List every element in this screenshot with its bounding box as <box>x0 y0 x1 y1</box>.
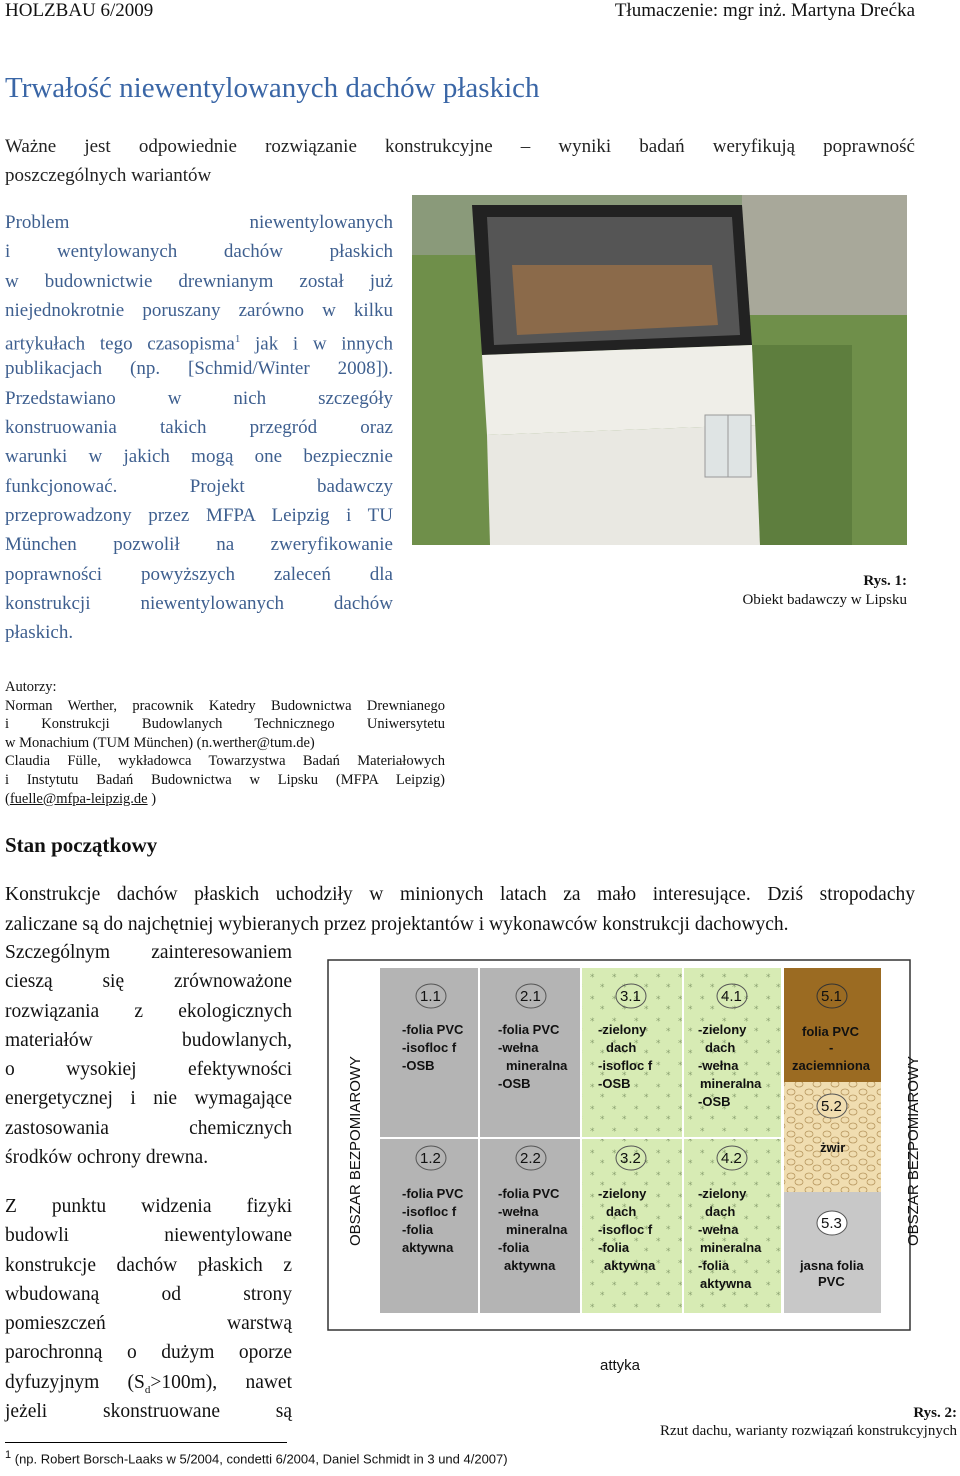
svg-text:-zielony: -zielony <box>598 1186 647 1201</box>
svg-text:mineralna: mineralna <box>506 1058 568 1073</box>
authors-block <box>5 678 445 808</box>
figure1-caption <box>742 572 907 610</box>
svg-text:-: - <box>829 1040 834 1055</box>
svg-text:-OSB: -OSB <box>498 1076 531 1091</box>
svg-text:-folia PVC: -folia PVC <box>498 1022 560 1037</box>
svg-text:-folia: -folia <box>598 1240 630 1255</box>
lead-paragraph <box>5 132 915 190</box>
paragraph-line: pomieszczeń warstwą <box>5 1313 292 1335</box>
svg-text:2.1: 2.1 <box>520 988 541 1005</box>
intro-line: München pozwolił na zweryfikowanie <box>5 534 393 556</box>
svg-text:-isofloc f: -isofloc f <box>402 1040 457 1055</box>
figure1-label: Rys. 1: <box>863 573 907 589</box>
svg-text:-OSB: -OSB <box>598 1076 631 1091</box>
author-line: i Konstrukcji Budowlanych Technicznego Uniwersytetu <box>5 716 445 733</box>
svg-text:-zielony: -zielony <box>598 1022 647 1037</box>
intro-line-tail: jak i w innych <box>240 333 393 355</box>
intro-line: Problem niewentylowanych <box>5 212 393 233</box>
paragraph-line: środków ochrony drewna. <box>5 1147 209 1169</box>
author-line: Norman Werther, pracownik Katedry Budownictwa Drewnianego <box>5 697 445 714</box>
paragraph-line: zastosowania chemicznych <box>5 1117 292 1139</box>
building-photo-drawing <box>412 195 907 545</box>
svg-text:dach: dach <box>705 1204 736 1219</box>
svg-text:1.1: 1.1 <box>420 988 441 1005</box>
svg-text:dach: dach <box>606 1204 637 1219</box>
intro-line: poprawności powyższych zaleceń dla <box>5 563 393 585</box>
page-title: Trwałość niewentylowanych dachów płaskich <box>5 72 540 104</box>
footnote-mark: 1 <box>5 1449 12 1461</box>
intro-line: w budownictwie drewnianym został już <box>5 270 393 292</box>
intro-line: artykułach tego czasopisma <box>5 333 235 355</box>
svg-text:-wełna: -wełna <box>498 1040 539 1055</box>
svg-text:4.2: 4.2 <box>721 1150 742 1167</box>
svg-text:5.2: 5.2 <box>821 1098 842 1115</box>
footnote-rule <box>5 1442 287 1443</box>
paragraph-line: budowli niewentylowane <box>5 1225 292 1247</box>
subscript-d: d <box>144 1383 151 1396</box>
svg-text:5.3: 5.3 <box>821 1215 842 1232</box>
svg-text:-zielony: -zielony <box>698 1022 747 1037</box>
intro-line: konstruowania takich przegród oraz <box>5 417 393 439</box>
svg-text:folia PVC: folia PVC <box>802 1024 860 1039</box>
svg-text:dach: dach <box>606 1040 637 1055</box>
svg-text:-wełna: -wełna <box>498 1204 539 1219</box>
intro-paragraph <box>5 208 393 647</box>
svg-text:mineralna: mineralna <box>700 1240 762 1255</box>
paragraph-line: wbudowaną od strony <box>5 1283 292 1305</box>
paragraph-line: rozwiązania z ekologicznych <box>5 1000 292 1022</box>
authors-heading: Autorzy: <box>5 679 57 695</box>
intro-line: niejednokrotnie poruszany zarówno w kilku <box>5 299 393 321</box>
svg-text:3.2: 3.2 <box>620 1150 641 1167</box>
svg-text:zaciemniona: zaciemniona <box>792 1058 871 1073</box>
svg-text:mineralna: mineralna <box>506 1222 568 1237</box>
svg-text:-folia: -folia <box>698 1258 730 1273</box>
paragraph-line: o wysokiej efektywności <box>5 1059 292 1081</box>
paragraph-line: materiałów budowlanych, <box>5 1029 292 1051</box>
paragraph-line: jeżeli skonstruowane są <box>5 1401 292 1423</box>
svg-text:4.1: 4.1 <box>721 988 742 1005</box>
building-photo <box>412 195 907 545</box>
svg-text:aktywna: aktywna <box>700 1276 752 1291</box>
svg-text:3.1: 3.1 <box>620 988 641 1005</box>
svg-text:2.2: 2.2 <box>520 1150 541 1167</box>
figure1-text: Obiekt badawczy w Lipsku <box>742 592 907 608</box>
svg-text:-isofloc f: -isofloc f <box>598 1222 653 1237</box>
svg-text:-zielony: -zielony <box>698 1186 747 1201</box>
footnote-ref: 1 <box>234 333 241 346</box>
intro-line: funkcjonować. Projekt badawczy <box>5 475 393 497</box>
author-line: Claudia Fülle, wykładowca Towarzystwa Badań Materiałowych <box>5 753 445 770</box>
svg-text:jasna folia: jasna folia <box>800 1258 864 1273</box>
svg-text:1.2: 1.2 <box>420 1150 441 1167</box>
svg-text:-folia: -folia <box>402 1222 434 1237</box>
author-line: w Monachium (TUM München) (n.werther@tum.de) <box>5 734 315 751</box>
lead-line: Ważne jest odpowiednie rozwiązanie konstrukcyjne – wyniki badań weryfikują poprawność <box>5 136 915 157</box>
paragraph-line-tail: >100m), nawet <box>150 1371 293 1393</box>
svg-text:aktywna: aktywna <box>504 1258 556 1273</box>
svg-text:-isofloc f: -isofloc f <box>598 1058 653 1073</box>
roof-plan-svg <box>300 948 955 1388</box>
intro-line: Przedstawiano w nich szczegóły <box>5 387 393 409</box>
paragraph-line: energetycznej i nie wymagające <box>5 1088 292 1110</box>
svg-text:-folia PVC: -folia PVC <box>498 1186 560 1201</box>
svg-text:aktywna: aktywna <box>604 1258 656 1273</box>
figure2-label: Rys. 2: <box>913 1405 957 1421</box>
section-heading: Stan początkowy <box>5 833 158 857</box>
svg-text:PVC: PVC <box>818 1274 845 1289</box>
svg-text:-wełna: -wełna <box>698 1222 739 1237</box>
side-label-right: OBSZAR BEZPOMIAROWY <box>905 1055 922 1246</box>
svg-text:żwir: żwir <box>820 1140 846 1155</box>
svg-text:-OSB: -OSB <box>402 1058 435 1073</box>
intro-line-with-footnote <box>5 325 393 354</box>
svg-text:dach: dach <box>705 1040 736 1055</box>
author-email-link[interactable]: fuelle@mfpa-leipzig.de <box>9 790 148 807</box>
field-column-1 <box>380 968 478 1313</box>
intro-line: publikacjach (np. [Schmid/Winter 2008]). <box>5 358 393 380</box>
intro-line: konstrukcji niewentylowanych dachów <box>5 592 393 614</box>
figure2-text: Rzut dachu, warianty rozwiązań konstrukcyjnych <box>660 1423 957 1439</box>
side-label-left: OBSZAR BEZPOMIAROWY <box>347 1055 364 1246</box>
paragraph-line: dyfuzyjnym (S <box>5 1371 145 1393</box>
paragraph-line: parochronną o dużym oporze <box>5 1342 292 1364</box>
paragraph-line: zaliczane są do najchętniej wybieranych przez projektantów i wykonawców konstrukcji dachowych. <box>5 914 789 935</box>
intro-line: warunki w jakich mogą one bezpiecznie <box>5 446 393 468</box>
svg-text:-folia PVC: -folia PVC <box>402 1022 464 1037</box>
footnote-text: (np. Robert Borsch-Laaks w 5/2004, condetti 6/2004, Daniel Schmidt in 3 und 4/2007) <box>11 1451 508 1467</box>
author-line: i Instytutu Badań Budownictwa w Lipsku (MFPA Leipzig) <box>5 771 445 788</box>
author-email-line: (fuelle@mfpa-leipzig.de ) <box>5 790 157 807</box>
field-5-3-bg <box>784 1192 881 1313</box>
paragraph-2 <box>5 938 292 1172</box>
attyka-label: attyka <box>600 1357 641 1374</box>
paragraph-line: Z punktu widzenia fizyki <box>5 1196 292 1217</box>
svg-text:-folia: -folia <box>498 1240 530 1255</box>
paragraph-line-with-subscript <box>5 1368 292 1397</box>
intro-line: przeprowadzony przez MFPA Leipzig i TU <box>5 504 393 526</box>
intro-line: i wentylowanych dachów płaskich <box>5 241 393 263</box>
paragraph-1 <box>5 880 915 940</box>
paragraph-line: cieszą się zrównoważone <box>5 971 292 993</box>
svg-text:aktywna: aktywna <box>402 1240 454 1255</box>
paragraph-3 <box>5 1192 292 1426</box>
svg-text:-wełna: -wełna <box>698 1058 739 1073</box>
paragraph-line: Konstrukcje dachów płaskich uchodziły w minionych latach za mało interesujące. Dziś stropodachy <box>5 884 915 905</box>
footnote <box>5 1449 508 1466</box>
intro-line: płaskich. <box>5 622 74 644</box>
svg-text:-OSB: -OSB <box>698 1094 731 1109</box>
paragraph-line: konstrukcje dachów płaskich z <box>5 1254 292 1276</box>
lead-line: poszczególnych wariantów <box>5 165 212 186</box>
journal-header: HOLZBAU 6/2009 <box>5 0 154 21</box>
figure2-caption <box>660 1404 957 1440</box>
svg-text:-isofloc f: -isofloc f <box>402 1204 457 1219</box>
svg-text:5.1: 5.1 <box>821 988 842 1005</box>
svg-text:-folia PVC: -folia PVC <box>402 1186 464 1201</box>
roof-plan-diagram <box>300 948 955 1388</box>
svg-text:mineralna: mineralna <box>700 1076 762 1091</box>
translator-header: Tłumaczenie: mgr inż. Martyna Drećka <box>614 0 915 21</box>
paragraph-line: Szczególnym zainteresowaniem <box>5 942 292 963</box>
